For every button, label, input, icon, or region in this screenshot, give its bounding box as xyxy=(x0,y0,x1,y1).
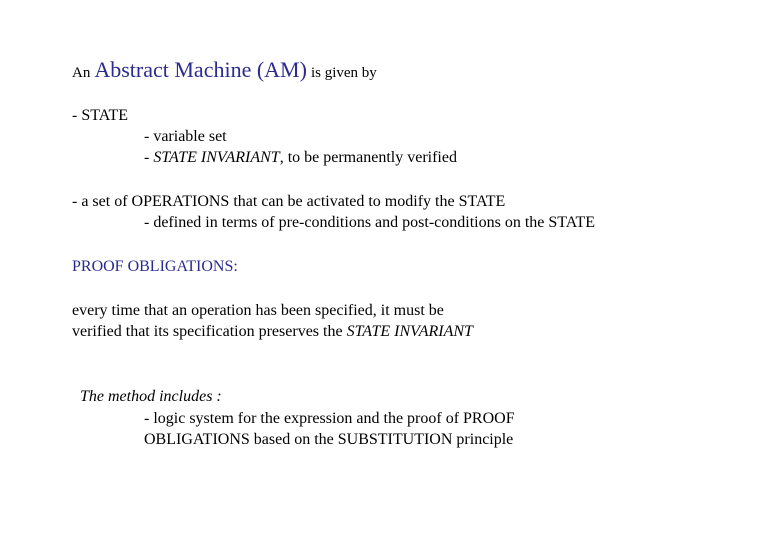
title-main: Abstract Machine (AM) xyxy=(94,57,307,82)
proof-line-2-prefix: verified that its specification preserves the xyxy=(72,323,347,340)
method-line-1: - logic system for the expression and the proof of PROOF xyxy=(144,410,515,427)
state-item-invariant-prefix: - xyxy=(144,149,154,166)
proof-state-invariant-italic: STATE INVARIANT xyxy=(346,323,473,340)
operations-item-defined: - defined in terms of pre-conditions and post-conditions on the STATE xyxy=(144,214,596,231)
proof-obligations-heading: PROOF OBLIGATIONS: xyxy=(72,258,238,275)
state-item-variable-set: - variable set xyxy=(144,128,227,145)
method-heading: The method includes : xyxy=(80,388,222,405)
state-item-invariant xyxy=(144,148,457,168)
title-prefix: An xyxy=(72,65,91,81)
method-line-2: OBLIGATIONS based on the SUBSTITUTION principle xyxy=(144,431,514,448)
state-item-invariant-suffix: , to be permanently verified xyxy=(279,149,457,166)
proof-line-2 xyxy=(72,322,473,342)
proof-line-1: every time that an operation has been specified, it must be xyxy=(72,302,444,319)
state-heading: - STATE xyxy=(72,107,129,124)
operations-heading: - a set of OPERATIONS that can be activated to modify the STATE xyxy=(72,193,506,210)
title-line xyxy=(72,57,377,86)
state-invariant-italic: STATE INVARIANT xyxy=(153,149,280,166)
title-suffix: is given by xyxy=(310,65,377,81)
